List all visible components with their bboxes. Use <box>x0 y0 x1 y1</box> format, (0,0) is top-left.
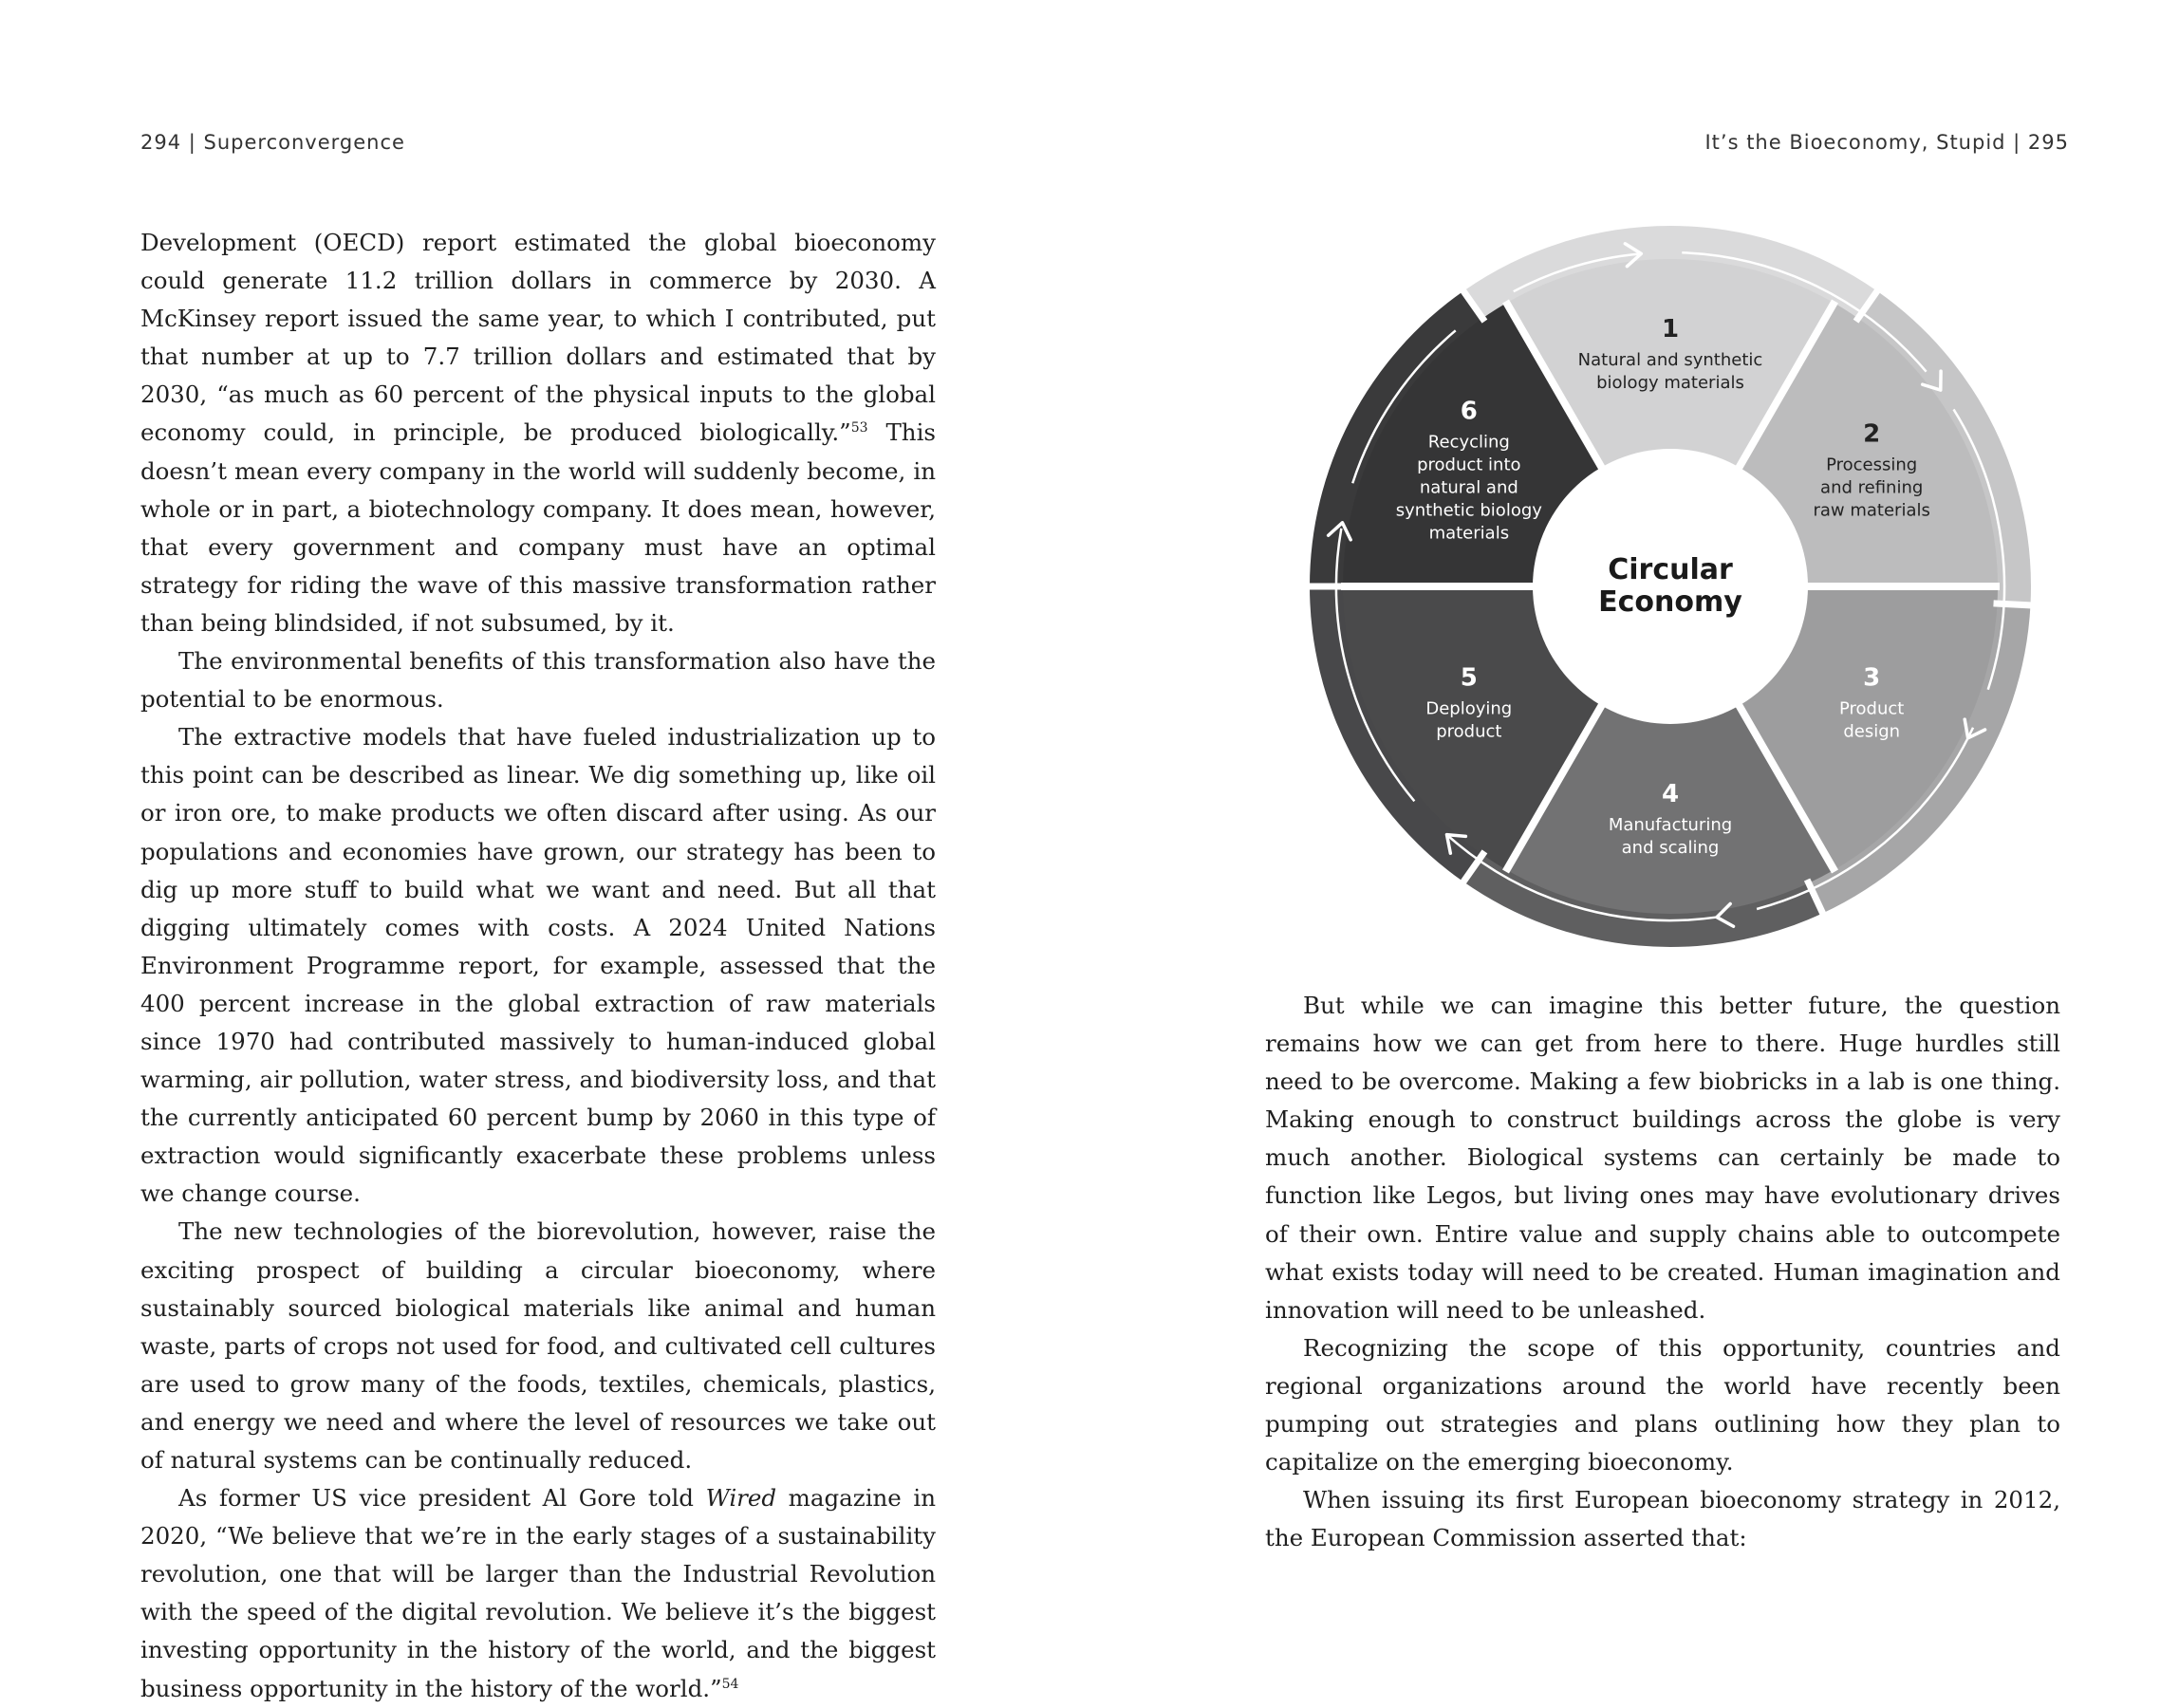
paragraph: The extractive models that have fueled industrialization up to this point can be described as linear. We dig something up, like oil or iron ore, to make products we often discard after using. As our populations and economies have grown, our strategy has been to dig up more stuff to build what we want and need. But all that digging ultimately comes with costs. A 2024 United Nations Environment Programme report, for example, assessed that the 400 percent increase in the global extraction of raw materials since 1970 had contributed massively to human-induced global warming, air pollution, water stress, and biodiversity loss, and that the currently anticipated 60 percent bump by 2060 in this type of extraction would significantly exacerbate these problems unless we change course. <box>140 723 936 1208</box>
paragraph: But while we can imagine this better future, the question remains how we can get from here to there. Huge hurdles still need to be overcome. Making a few biobricks in a lab is one thing. Making enough to construct buildings across the globe is very much another. Biological systems can certainly be made to function like Legos, but living ones may have evolutionary drives of their own. Entire value and supply chains able to outcompete what exists today will need to be created. Human imagination and innovation will need to be unleashed. <box>1265 992 2060 1324</box>
running-header-left: 294 | Superconvergence <box>140 131 405 154</box>
segment-label-line: raw materials <box>1813 500 1930 521</box>
segment-label-line: Natural and synthetic <box>1577 350 1763 370</box>
center-label-line-2: Economy <box>1598 585 1742 619</box>
paragraph: Recognizing the scope of this opportunity, countries and regional organizations around the world have recently been pumping out strategies and plans outlining how they plan to capitalize on the emerging bioeconomy. <box>1265 1333 2060 1476</box>
segment-number-5: 5 <box>1460 663 1478 693</box>
footnote-ref: 54 <box>721 1676 739 1692</box>
segment-number-6: 6 <box>1460 397 1478 426</box>
segment-label-line: Recycling <box>1427 432 1510 453</box>
segment-label-line: design <box>1843 721 1901 742</box>
paragraph <box>140 224 936 642</box>
paragraph: The environmental benefits of this transformation also have the potential to be enormous. <box>140 647 936 714</box>
paragraph <box>140 1479 936 1708</box>
paragraph-text: As former US vice president Al Gore told <box>178 1484 706 1513</box>
running-header-right: It’s the Bioeconomy, Stupid | 295 <box>1704 131 2069 154</box>
ring-gap-line <box>1994 603 2033 605</box>
segment-label-line: Processing <box>1826 455 1918 475</box>
paragraph: The new technologies of the biorevolution, however, raise the exciting prospect of building a circular bioeconomy, where sustainably sourced biological materials like animal and human waste, parts of crops not used for food, and cultivated cell cultures are used to grow many of the foods, textiles, chemicals, plastics, and energy we need and where the level of resources we take out of natural systems can be continually reduced. <box>140 1217 936 1474</box>
segment-label-line: and refining <box>1820 477 1924 498</box>
segment-label-line: biology materials <box>1596 373 1744 393</box>
segment-label-line: materials <box>1428 523 1510 544</box>
segment-label-line: and scaling <box>1621 838 1720 858</box>
paragraph: When issuing its first European bioeconomy strategy in 2012, the European Commission asserted that: <box>1265 1486 2060 1552</box>
segment-number-1: 1 <box>1661 315 1680 343</box>
circular-economy-diagram <box>1300 216 2040 956</box>
left-page-body <box>140 224 936 1708</box>
segment-label-line: Deploying <box>1425 698 1513 719</box>
segment-number-3: 3 <box>1863 663 1881 693</box>
segment-label-line: product into <box>1417 455 1521 475</box>
segment-label-line: product <box>1436 721 1502 742</box>
segment-label-line: synthetic biology <box>1395 500 1542 521</box>
segment-label-line: Manufacturing <box>1608 815 1733 835</box>
paragraph-text: This doesn’t mean every company in the world will suddenly become, in whole or in part, a biotechnology company. It does mean, however, that every government and company must have an optimal strategy for riding the wave of this massive transformation rather than being blindsided, if not subsumed, by it. <box>140 418 936 637</box>
segment-number-4: 4 <box>1661 780 1680 808</box>
right-page-body <box>1265 987 2060 1557</box>
footnote-ref: 53 <box>850 420 868 436</box>
paragraph-text: magazine in 2020, “We believe that we’re in the early stages of a sustainability revolution, one that will be larger than the Industrial Revolution with the speed of the digital revolution. We believe it’s the biggest investing opportunity in the history of the world, and the biggest business opportunity in the history of the world.” <box>140 1484 937 1702</box>
center-label-line-1: Circular <box>1608 553 1733 586</box>
paragraph-text: Development (OECD) report estimated the global bioeconomy could generate 11.2 trillion dollars in commerce by 2030. A McKinsey report issued the same year, to which I contributed, put that number at up to 7.7 trillion dollars and estimated that by 2030, “as much as 60 percent of the physical inputs to the global economy could, in principle, be produced biologically.” <box>140 229 936 447</box>
segment-number-2: 2 <box>1863 419 1881 449</box>
magazine-title: Wired <box>705 1484 777 1513</box>
segment-label-line: Product <box>1839 698 1905 719</box>
segment-label-line: natural and <box>1419 477 1518 498</box>
